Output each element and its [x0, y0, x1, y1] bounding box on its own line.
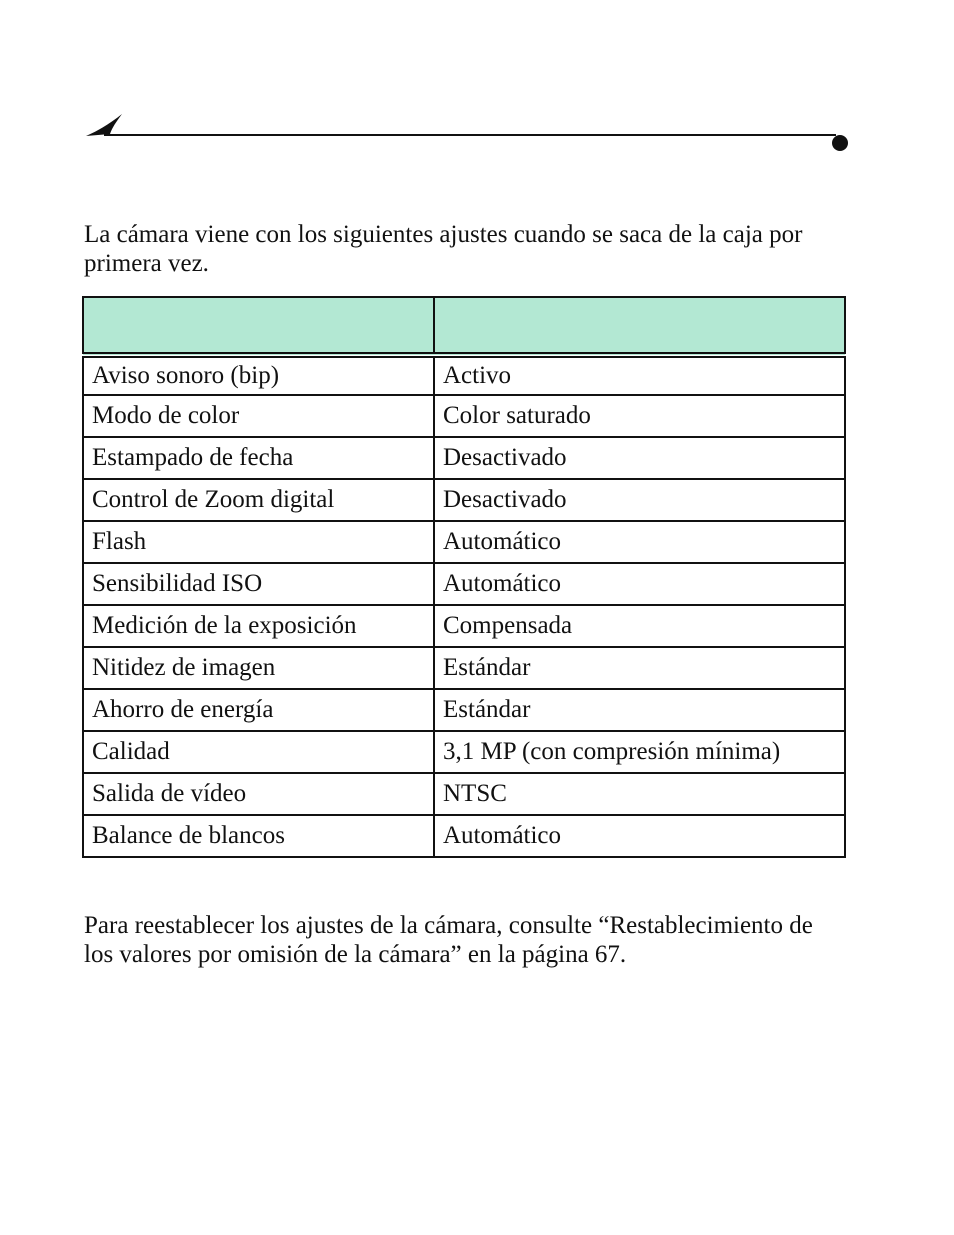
table-header-setting — [83, 297, 434, 355]
setting-name: Ahorro de energía — [83, 689, 434, 731]
setting-value: Estándar — [434, 647, 845, 689]
setting-value: Color saturado — [434, 395, 845, 437]
setting-name: Aviso sonoro (bip) — [83, 355, 434, 395]
setting-name: Modo de color — [83, 395, 434, 437]
setting-value: Desactivado — [434, 479, 845, 521]
setting-name: Balance de blancos — [83, 815, 434, 857]
setting-value: NTSC — [434, 773, 845, 815]
setting-value: 3,1 MP (con compresión mínima) — [434, 731, 845, 773]
setting-value: Automático — [434, 815, 845, 857]
setting-name: Sensibilidad ISO — [83, 563, 434, 605]
table-header-value — [434, 297, 845, 355]
setting-value: Desactivado — [434, 437, 845, 479]
setting-name: Calidad — [83, 731, 434, 773]
table-body — [83, 355, 845, 857]
setting-value: Activo — [434, 355, 845, 395]
table-row — [83, 437, 845, 479]
table-row — [83, 521, 845, 563]
table-row — [83, 355, 845, 395]
setting-value: Automático — [434, 521, 845, 563]
setting-value: Compensada — [434, 605, 845, 647]
setting-value: Automático — [434, 563, 845, 605]
reset-reference-paragraph: Para reestablecer los ajustes de la cámara, consulte “Restablecimiento de los valores por omisión de la cámara” en la página 67. — [84, 912, 813, 968]
arrow-tip-icon — [86, 114, 122, 136]
setting-name: Flash — [83, 521, 434, 563]
table-row — [83, 479, 845, 521]
setting-name: Medición de la exposición — [83, 605, 434, 647]
default-settings-table — [82, 296, 846, 858]
table-header-row — [83, 297, 845, 355]
table-row — [83, 605, 845, 647]
intro-paragraph: La cámara viene con los siguientes ajustes cuando se saca de la caja por primera vez. — [84, 221, 803, 277]
setting-name: Control de Zoom digital — [83, 479, 434, 521]
setting-name: Nitidez de imagen — [83, 647, 434, 689]
table-row — [83, 395, 845, 437]
table-row — [83, 689, 845, 731]
setting-name: Salida de vídeo — [83, 773, 434, 815]
setting-name: Estampado de fecha — [83, 437, 434, 479]
table-row — [83, 563, 845, 605]
table-row — [83, 647, 845, 689]
header-rule-ornament — [84, 112, 850, 152]
rule-end-dot-icon — [832, 135, 848, 151]
table-row — [83, 731, 845, 773]
setting-value: Estándar — [434, 689, 845, 731]
table-row — [83, 773, 845, 815]
table-row — [83, 815, 845, 857]
